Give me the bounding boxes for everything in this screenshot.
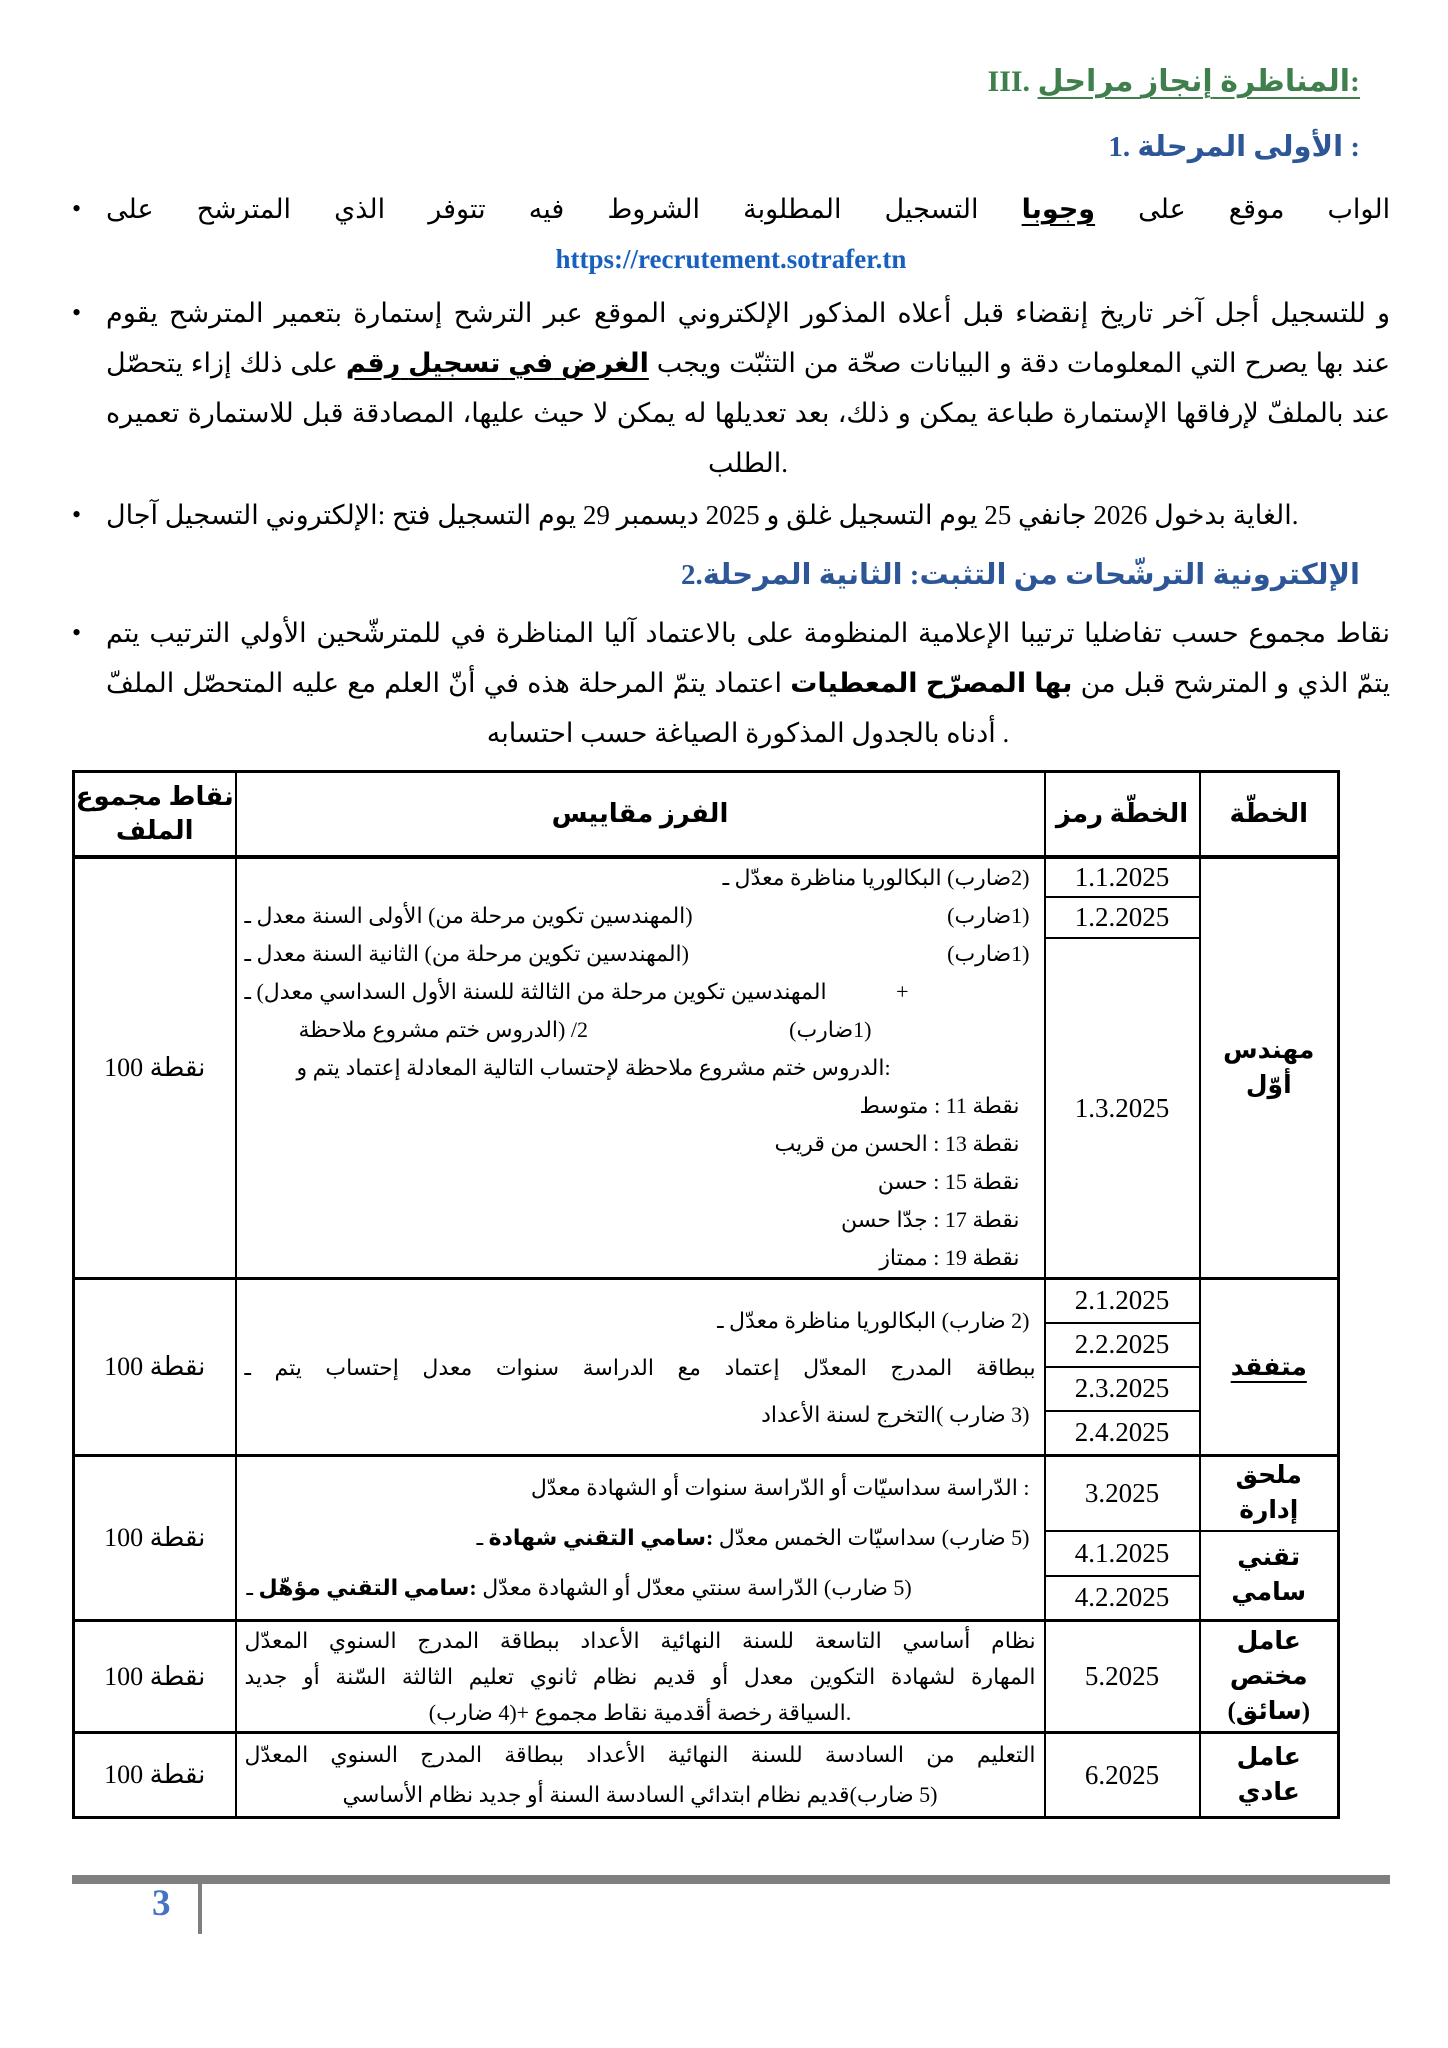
plan-label: إدارة [1239,1497,1299,1525]
criteria-line: ملاحظة مشروع ختم الدروس) /2 (ضارب1) [298,1017,872,1042]
stage2-bullet-ranking [72,608,1390,758]
criteria-line: ـ معدل السنة الثانية (من مرحلة تكوين المهندسين) (ضارب1) [244,941,1030,966]
criteria-cell-attache-administration-technicien-superieur [236,1456,1045,1621]
table-row [74,1621,1339,1733]
registration-url[interactable]: https://recrutement.sotrafer.tn [555,244,907,274]
points-cell-ouvrier-specialise-chauffeur: 100 نقطة [74,1621,236,1733]
stage2-bullet-ranking-text: يتم الترتيب الأولي للمترشّحين في المناظرة آليا بالاعتماد على المنظومة الإعلامية ترتيبا تفاضليا حسب مجموع نقاط الملفّ المتحصّل عليه مع العلم أنّ في هذه المرحلة يتمّ اعتماد المعطيات المصرّح بها من قبل المترشح و الذي يتمّ احتسابه حسب الصياغة المذكورة بالجدول أدناه . [106,618,1391,748]
plan-code-cell: 1.3.2025 [1045,938,1200,1278]
points-cell-ouvrier-ordinaire: 100 نقطة [74,1733,236,1818]
footer-divider [198,1877,202,1934]
criteria-line: حسن : 15 نقطة [877,1169,1020,1194]
criteria-line: المعدّل السنوي المدرج ببطاقة الأعداد النهائية للسنة السادسة من التعليم [244,1742,1036,1767]
criteria-line: ـ معدل السنة الأولى (من مرحلة تكوين المهندسين) (ضارب1) [244,903,1030,928]
criteria-line: قريب من الحسن : 13 نقطة [774,1131,1020,1156]
criteria-line: ـ (معدل السداسي الأول للسنة الثالثة من مرحلة تكوين المهندسين + [244,979,909,1004]
stage1-bullet-form-text: يقوم المترشح بتعمير إستمارة الترشح عبر الموقع الإلكتروني المذكور أعلاه قبل إنقضاء تاريخ آخر أجل للتسجيل و يتحصّل إزاء ذلك على رقم تسجيل في الغرض ويجب التثبّت من صحّة البيانات و دقة المعلومات التي يصرح بها عند تعميره للاستمارة قبل المصادقة عليها، حيث لا يمكن له تعديلها بعد ذلك، و يمكن طباعة الإستمارة لإرفاقها بالملفّ عند الطلب. [106,298,1391,478]
stage1-bullet-deadlines-text: آجال التسجيل الإلكتروني: فتح التسجيل يوم 29 ديسمبر 2025 و غلق التسجيل يوم 25 جانفي 2026 بدخول الغاية. [106,500,1299,530]
plan-code-cell: 2.2.2025 [1045,1323,1200,1367]
criteria-cell-premier-ingenieur [236,857,1045,1279]
plan-code-cell: 2.1.2025 [1045,1279,1200,1323]
criteria-cell-ouvrier-ordinaire [236,1733,1045,1818]
plan-label: تقني [1237,1544,1301,1572]
plan-label: عامل [1236,1628,1301,1655]
bullet-icon: • [72,298,82,327]
plan-code-cell: 6.2025 [1045,1733,1200,1818]
plan-code-cell: 4.2.2025 [1045,1576,1200,1621]
criteria-line: ـ معدّل مناظرة البكالوريا (ضارب2) [722,865,1030,890]
plan-cell-ouvrier-specialise-chauffeur [1200,1621,1339,1733]
plan-cell-attache-administration-technicien-superieur [1200,1531,1339,1621]
plan-label: (سائق) [1227,1698,1311,1725]
criteria-line: حسن جدّا : 17 نقطة [841,1207,1020,1232]
main-heading: III. مراحل إنجاز المناظرة: [987,65,1360,98]
points-cell-attache-administration-technicien-superieur: 100 نقطة [74,1456,236,1621]
stage1-heading: 1. المرحلة الأولى : [1108,131,1360,163]
bullet-icon: • [72,500,82,529]
document-content [72,58,1390,1819]
stage2-heading: 2.المرحلة الثانية :التثبت من الترشّحات الإلكترونية [681,559,1360,591]
plan-label: ملحق [1235,1462,1302,1490]
points-cell-premier-ingenieur: 100 نقطة [74,857,236,1279]
stage1-bullet-registration [72,184,1390,234]
plan-code-cell: 3.2025 [1045,1456,1200,1531]
table-row [74,857,1339,897]
stage1-bullet-form [72,288,1390,488]
points-cell-inspecteur: 100 نقطة [74,1279,236,1456]
plan-label: عامل [1236,1744,1301,1771]
table-row [74,1733,1339,1818]
stage1-bullet-deadlines [72,490,1390,540]
plan-code-cell: 2.4.2025 [1045,1411,1200,1456]
table-header-row [74,772,1339,858]
header-plan-code: رمز الخطّة [1045,772,1200,858]
plan-code-cell: 1.1.2025 [1045,857,1200,897]
criteria-line: ـ مؤهّل التقني سامي: معدّل الشهادة أو معدّل سنتي الدّراسة (ضارب 5) [246,1575,912,1600]
plan-label: عادي [1237,1779,1300,1806]
criteria-line: متوسط : 11 نقطة [859,1093,1020,1118]
bullet-icon: • [72,194,82,223]
plan-code-cell: 4.1.2025 [1045,1531,1200,1576]
table-row [74,1456,1339,1531]
plan-code-cell: 1.2.2025 [1045,897,1200,938]
bullet-icon: • [72,618,82,647]
plan-code-cell: 5.2025 [1045,1621,1200,1733]
criteria-line: الأساسي نظام جديد أو السنة السادسة ابتدائي نظام قديم(ضارب 5) [342,1782,938,1807]
plan-cell-inspecteur [1200,1279,1339,1456]
stage1-bullet-registration-text: على المترشح الذي تتوفر فيه الشروط المطلوبة التسجيل وجوبا على موقع الواب [106,194,1391,224]
criteria-line: ممتاز : 19 نقطة [879,1245,1020,1270]
plan-cell-ouvrier-ordinaire [1200,1733,1339,1818]
criteria-cell-inspecteur [236,1279,1045,1456]
criteria-line: ـ يتم إحتساب معدل سنوات الدراسة مع إعتماد المعدّل المدرج ببطاقة [244,1354,1036,1380]
header-plan: الخطّة [1200,772,1339,858]
criteria-line: ـ معدّل مناظرة البكالوريا (ضارب 2) [717,1307,1030,1333]
header-sorting-criteria: مقاييس الفرز [236,772,1045,858]
plan-label: أوّل [1245,1072,1292,1099]
header-total-points: مجموع نقاط الملف [74,772,236,858]
plan-cell-premier-ingenieur [1200,857,1339,1279]
footer-rule [72,1875,1390,1884]
criteria-line: الأعداد لسنة التخرج( ضارب 3) [761,1401,1030,1427]
plan-label: مهندس [1223,1037,1315,1064]
criteria-line: جديد أو السّنة الثالثة تعليم ثانوي نظام قديم أو معدل التكوين لشهادة المهارة [244,1663,1036,1689]
criteria-line: (ضارب 4)+ مجموع نقاط أقدمية رخصة السياقة. [428,1699,852,1725]
criteria-line: المعدّل السنوي المدرج ببطاقة الأعداد النهائية للسنة التاسعة أساسي نظام [244,1627,1036,1653]
sorting-criteria-table [72,770,1340,1819]
criteria-cell-ouvrier-specialise-chauffeur [236,1621,1045,1733]
plan-code-cell: 2.3.2025 [1045,1367,1200,1411]
criteria-line: ـ شهادة التقني سامي: معدّل الخمس سداسيّات (ضارب 5) [476,1525,1030,1550]
plan-label: مختص [1229,1663,1308,1690]
plan-cell-attache-administration-technicien-superieur [1200,1456,1339,1531]
plan-label: متفقد [1230,1353,1307,1381]
table-row [74,1279,1339,1323]
page-number: 3 [152,1883,171,1924]
plan-label: سامي [1231,1579,1307,1607]
criteria-line: و يتم إعتماد المعادلة التالية لإحتساب ملاحظة مشروع ختم الدروس: [296,1055,891,1080]
criteria-line: معدّل الشهادة أو سنوات الدّراسة أو سداسيّات الدّراسة : [530,1475,1030,1500]
